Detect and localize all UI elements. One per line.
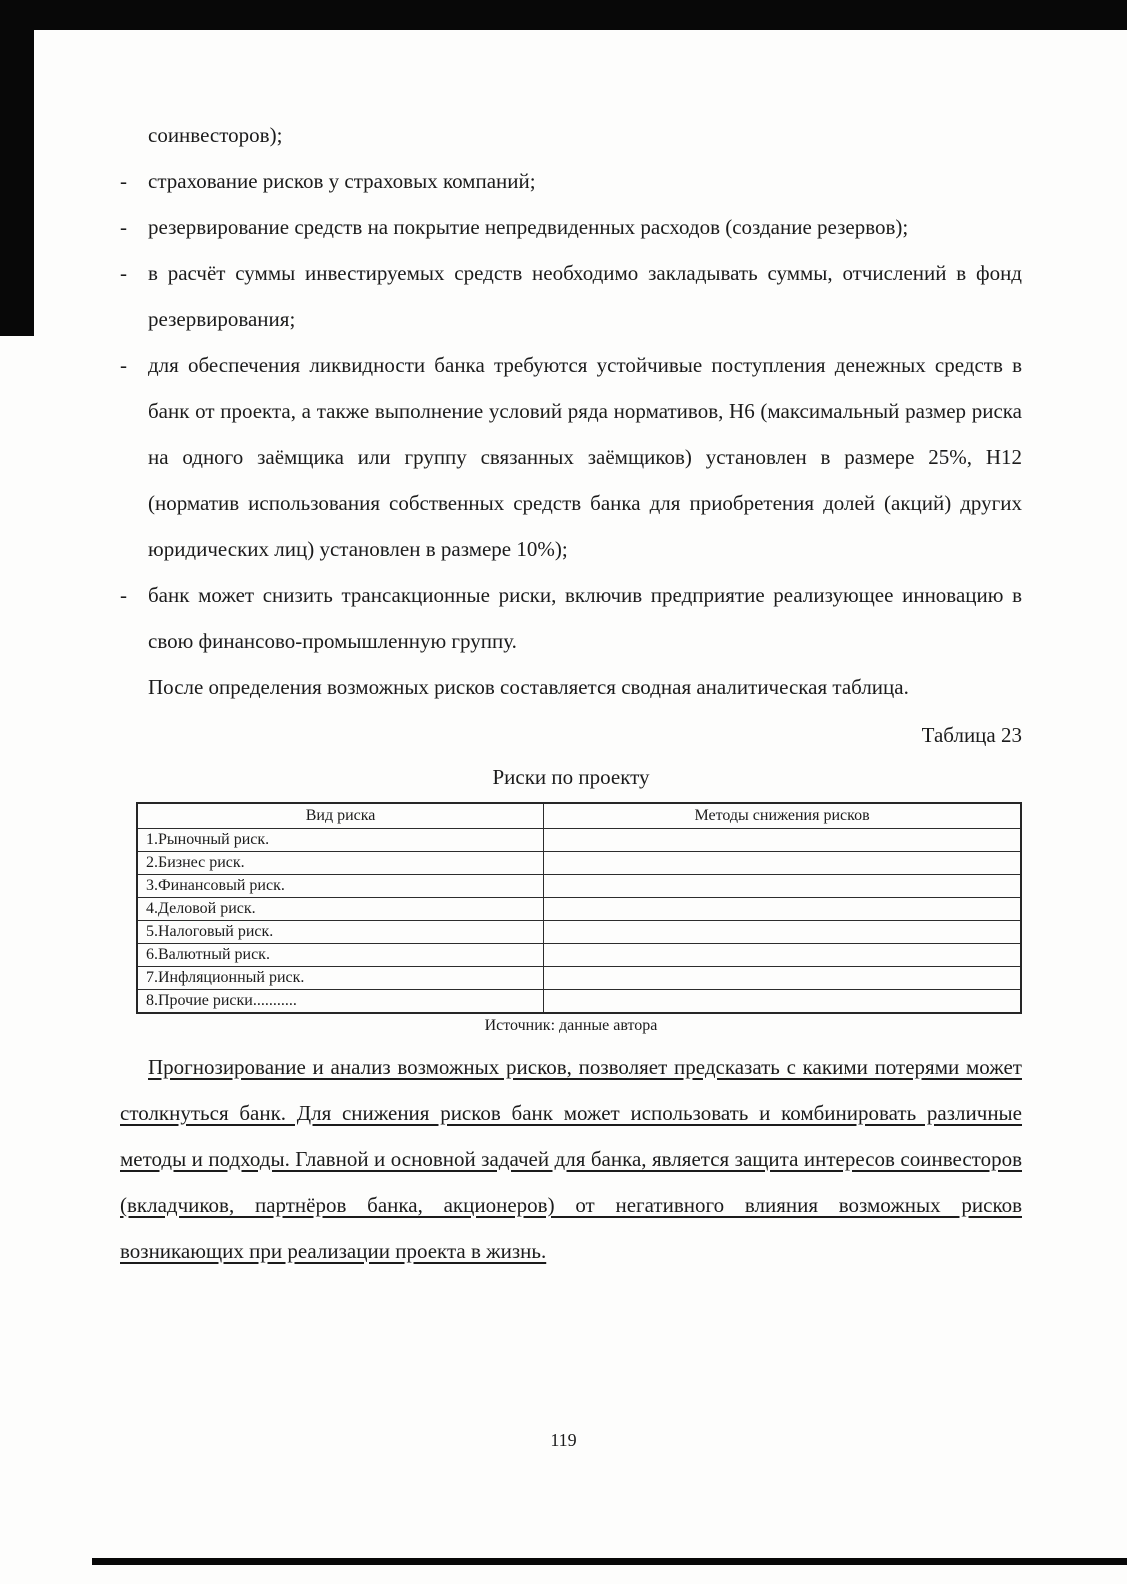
table-row [137, 897, 1021, 920]
list-item-text: резервирование средств на покрытие непредвиденных расходов (создание резервов); [148, 215, 909, 239]
table-cell: 7.Инфляционный риск. [137, 966, 544, 989]
table-cell: 3.Финансовый риск. [137, 874, 544, 897]
table-cell [544, 874, 1021, 897]
scan-artifact-left-bar [0, 0, 34, 336]
column-header-risk-type: Вид риска [137, 803, 544, 828]
table-cell: 2.Бизнес риск. [137, 851, 544, 874]
paragraph-continuation: соинвесторов); [148, 123, 283, 147]
table-cell [544, 920, 1021, 943]
table-cell: 8.Прочие риски........... [137, 989, 544, 1013]
bullet-dash: - [120, 215, 127, 239]
list-item [120, 572, 1022, 664]
list-item [120, 158, 1022, 204]
scan-artifact-bottom-line [92, 1558, 1127, 1565]
table-row [137, 943, 1021, 966]
table-row [137, 966, 1021, 989]
bullet-dash: - [120, 583, 127, 607]
table-title: Риски по проекту [492, 765, 650, 789]
page-number: 119 [550, 1430, 577, 1450]
list-item [120, 204, 1022, 250]
table-cell [544, 828, 1021, 851]
table-cell: 1.Рыночный риск. [137, 828, 544, 851]
table-row [137, 851, 1021, 874]
table-cell: 5.Налоговый риск. [137, 920, 544, 943]
list-item [120, 250, 1022, 342]
table-cell [544, 943, 1021, 966]
paragraph: После определения возможных рисков составляется сводная аналитическая таблица. [148, 675, 909, 699]
list-item-text: страхование рисков у страховых компаний; [148, 169, 536, 193]
bullet-dash: - [120, 261, 127, 285]
page-body [120, 112, 1022, 1274]
table-row [137, 828, 1021, 851]
source-note: Источник: данные автора [484, 1016, 658, 1034]
underlined-paragraph: Прогнозирование и анализ возможных рисков, позволяет предсказать с какими потерями может столкнуться банк. Для снижения рисков банк может использовать и комбинировать различные методы и подходы. Главной и основной задачей для банка, является защита интересов соинвесторов (вкладчиков, партнёров банка, акционеров) от негативного влияния возможных рисков возникающих при реализации проекта в жизнь. [120, 1054, 1022, 1263]
table-caption: Таблица 23 [921, 723, 1022, 747]
bullet-dash: - [120, 169, 127, 193]
table-header-row [137, 803, 1021, 828]
table-row [137, 920, 1021, 943]
table-cell [544, 851, 1021, 874]
table-cell: 6.Валютный риск. [137, 943, 544, 966]
list-item-text: в расчёт суммы инвестируемых средств необходимо закладывать суммы, отчислений в фонд резервирования; [148, 261, 1022, 331]
list-item [120, 342, 1022, 572]
table-row [137, 989, 1021, 1013]
list-item-text: для обеспечения ликвидности банка требуются устойчивые поступления денежных средств в банк от проекта, а также выполнение условий ряда нормативов, Н6 (максимальный размер риска на одного заёмщика или группу связанных заёмщиков) установлен в размере 25%, Н12 (норматив использования собственных средств банка для приобретения долей (акций) других юридических лиц) установлен в размере 10%); [148, 353, 1022, 561]
table-cell [544, 897, 1021, 920]
scan-artifact-top-bar [0, 0, 1127, 30]
table-row [137, 874, 1021, 897]
table-cell [544, 966, 1021, 989]
bullet-dash: - [120, 353, 127, 377]
list-item-text: банк может снизить трансакционные риски, включив предприятие реализующее инновацию в свою финансово-промышленную группу. [148, 583, 1022, 653]
risks-table [136, 802, 1022, 1014]
table-cell [544, 989, 1021, 1013]
column-header-mitigation-methods: Методы снижения рисков [544, 803, 1021, 828]
table-cell: 4.Деловой риск. [137, 897, 544, 920]
